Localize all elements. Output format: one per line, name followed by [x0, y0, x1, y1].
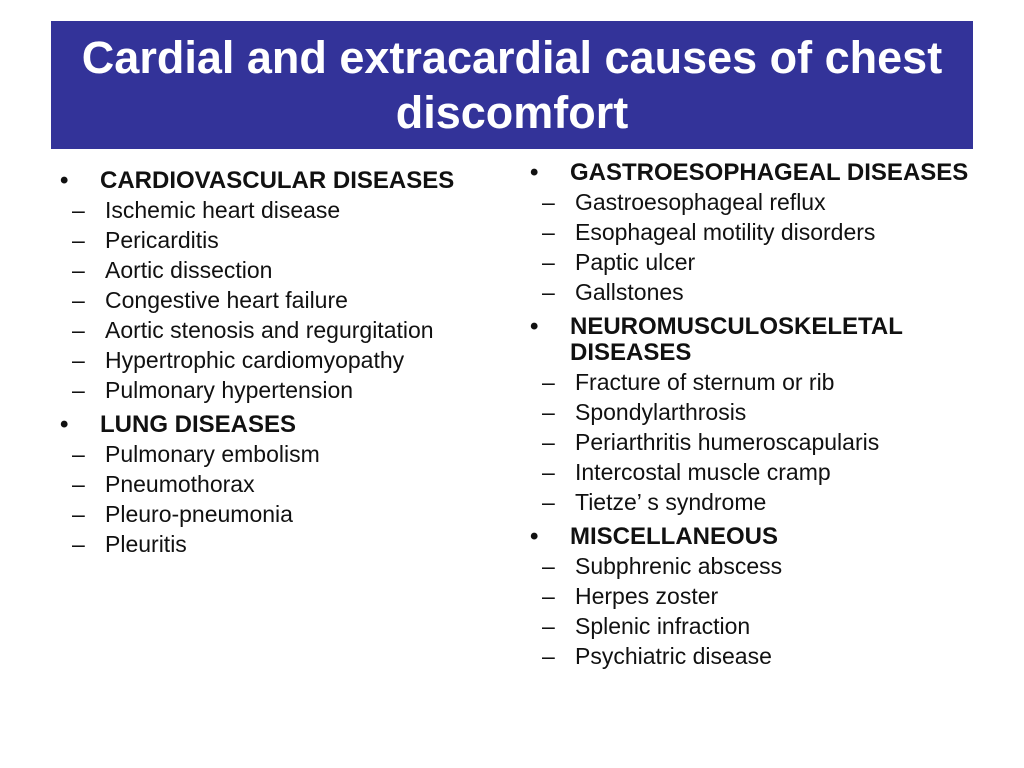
- dash-icon: –: [72, 317, 85, 343]
- category-heading: [60, 412, 510, 438]
- list-item: [530, 490, 990, 514]
- list-item: [530, 430, 990, 454]
- category-label: CARDIOVASCULAR DISEASES: [100, 167, 455, 194]
- item-text: Periarthritis humeroscapularis: [575, 429, 880, 455]
- list-item: [60, 502, 510, 526]
- title-banner: [51, 21, 973, 149]
- list-item: [60, 442, 510, 466]
- category-label: MISCELLANEOUS: [570, 523, 779, 550]
- dash-icon: –: [542, 219, 555, 245]
- list-item: [530, 460, 990, 484]
- list-item: [530, 614, 990, 638]
- item-text: Aortic dissection: [105, 257, 273, 283]
- category-heading: [60, 168, 510, 194]
- list-item: [60, 472, 510, 496]
- dash-icon: –: [72, 531, 85, 557]
- item-text: Psychiatric disease: [575, 643, 772, 669]
- dash-icon: –: [72, 501, 85, 527]
- dash-icon: –: [542, 399, 555, 425]
- category-heading: [530, 314, 990, 366]
- list-item: [530, 644, 990, 668]
- item-list: [530, 190, 990, 304]
- item-text: Gastroesophageal reflux: [575, 189, 826, 215]
- dash-icon: –: [72, 471, 85, 497]
- item-list: [60, 442, 510, 556]
- item-list: [530, 554, 990, 668]
- dash-icon: –: [542, 369, 555, 395]
- dash-icon: –: [542, 489, 555, 515]
- item-text: Congestive heart failure: [105, 287, 348, 313]
- category-neuromusculoskeletal: [530, 314, 990, 514]
- dash-icon: –: [72, 257, 85, 283]
- list-item: [530, 554, 990, 578]
- item-text: Spondylarthrosis: [575, 399, 747, 425]
- list-item: [60, 288, 510, 312]
- item-text: Paptic ulcer: [575, 249, 696, 275]
- item-text: Pleuro-pneumonia: [105, 501, 293, 527]
- list-item: [530, 584, 990, 608]
- category-miscellaneous: [530, 524, 990, 668]
- category-heading: [530, 524, 990, 550]
- item-text: Herpes zoster: [575, 583, 719, 609]
- dash-icon: –: [72, 347, 85, 373]
- dash-icon: –: [72, 227, 85, 253]
- bullet-icon: •: [530, 313, 539, 340]
- bullet-icon: •: [60, 167, 69, 194]
- category-lung: [60, 412, 510, 556]
- item-text: Ischemic heart disease: [105, 197, 341, 223]
- item-list: [60, 198, 510, 402]
- list-item: [60, 348, 510, 372]
- list-item: [530, 250, 990, 274]
- item-text: Pleuritis: [105, 531, 187, 557]
- list-item: [530, 400, 990, 424]
- item-text: Esophageal motility disorders: [575, 219, 876, 245]
- item-text: Aortic stenosis and regurgitation: [105, 317, 434, 343]
- category-label: LUNG DISEASES: [100, 411, 297, 438]
- list-item: [530, 220, 990, 244]
- list-item: [60, 532, 510, 556]
- bullet-icon: •: [60, 411, 69, 438]
- category-heading: [530, 160, 990, 186]
- dash-icon: –: [72, 441, 85, 467]
- category-gastroesophageal: [530, 160, 990, 304]
- dash-icon: –: [542, 429, 555, 455]
- dash-icon: –: [542, 459, 555, 485]
- category-label: GASTROESOPHAGEAL DISEASES: [570, 159, 969, 186]
- item-text: Hypertrophic cardiomyopathy: [105, 347, 405, 373]
- left-column: [60, 168, 510, 566]
- item-text: Tietze’ s syndrome: [575, 489, 767, 515]
- dash-icon: –: [542, 553, 555, 579]
- list-item: [60, 258, 510, 282]
- item-text: Splenic infraction: [575, 613, 751, 639]
- category-cardiovascular: [60, 168, 510, 402]
- dash-icon: –: [542, 613, 555, 639]
- item-text: Fracture of sternum or rib: [575, 369, 835, 395]
- category-label: NEUROMUSCULOSKELETAL DISEASES: [570, 313, 903, 366]
- list-item: [60, 198, 510, 222]
- dash-icon: –: [72, 287, 85, 313]
- dash-icon: –: [72, 377, 85, 403]
- item-text: Intercostal muscle cramp: [575, 459, 831, 485]
- dash-icon: –: [542, 643, 555, 669]
- item-text: Subphrenic abscess: [575, 553, 783, 579]
- list-item: [530, 190, 990, 214]
- list-item: [60, 228, 510, 252]
- list-item: [530, 370, 990, 394]
- dash-icon: –: [72, 197, 85, 223]
- item-text: Gallstones: [575, 279, 684, 305]
- dash-icon: –: [542, 189, 555, 215]
- bullet-icon: •: [530, 523, 539, 550]
- bullet-icon: •: [530, 159, 539, 186]
- item-list: [530, 370, 990, 514]
- dash-icon: –: [542, 583, 555, 609]
- item-text: Pericarditis: [105, 227, 219, 253]
- dash-icon: –: [542, 249, 555, 275]
- item-text: Pulmonary embolism: [105, 441, 320, 467]
- slide-title: Cardial and extracardial causes of chest discomfort: [81, 32, 943, 138]
- dash-icon: –: [542, 279, 555, 305]
- list-item: [60, 378, 510, 402]
- right-column: [530, 160, 990, 678]
- list-item: [60, 318, 510, 342]
- item-text: Pulmonary hypertension: [105, 377, 354, 403]
- list-item: [530, 280, 990, 304]
- item-text: Pneumothorax: [105, 471, 255, 497]
